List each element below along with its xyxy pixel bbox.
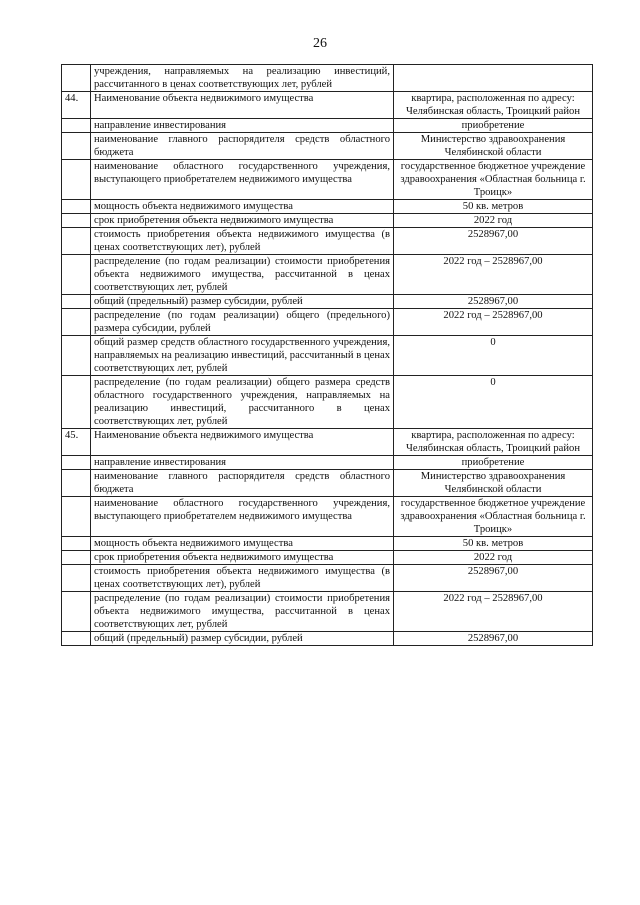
row-number	[62, 200, 91, 214]
row-number	[62, 228, 91, 255]
parameter-cell: наименование главного распорядителя средств областного бюджета	[91, 133, 394, 160]
table-row	[62, 376, 593, 429]
row-number	[62, 133, 91, 160]
parameter-cell: распределение (по годам реализации) общего размера средств областного государственного учреждения, направляемых на реализацию инвестиций, рассчитанного в ценах соответствующих лет, рублей	[91, 376, 394, 429]
value-cell: 2022 год – 2528967,00	[394, 592, 593, 632]
row-number	[62, 456, 91, 470]
table-body	[62, 65, 593, 646]
parameter-cell: Наименование объекта недвижимого имущества	[91, 92, 394, 119]
parameter-cell: распределение (по годам реализации) общего (предельного) размера субсидии, рублей	[91, 309, 394, 336]
row-number	[62, 497, 91, 537]
table-row	[62, 336, 593, 376]
parameter-cell: распределение (по годам реализации) стоимости приобретения объекта недвижимого имущества, рассчитанной в ценах соответствующих лет, рублей	[91, 255, 394, 295]
parameter-cell: распределение (по годам реализации) стоимости приобретения объекта недвижимого имущества, рассчитанной в ценах соответствующих лет, рублей	[91, 592, 394, 632]
parameter-cell: стоимость приобретения объекта недвижимого имущества (в ценах соответствующих лет), рублей	[91, 565, 394, 592]
table-row	[62, 255, 593, 295]
value-cell: государственное бюджетное учреждение здравоохранения «Областная больница г. Троицк»	[394, 497, 593, 537]
value-cell: 0	[394, 336, 593, 376]
row-number	[62, 119, 91, 133]
table-row	[62, 228, 593, 255]
value-cell: 2528967,00	[394, 565, 593, 592]
table-row	[62, 537, 593, 551]
table-row	[62, 429, 593, 456]
table-row	[62, 119, 593, 133]
table-row	[62, 470, 593, 497]
parameter-cell: стоимость приобретения объекта недвижимого имущества (в ценах соответствующих лет), рублей	[91, 228, 394, 255]
value-cell: государственное бюджетное учреждение здравоохранения «Областная больница г. Троицк»	[394, 160, 593, 200]
row-number	[62, 336, 91, 376]
parameter-cell: Наименование объекта недвижимого имущества	[91, 429, 394, 456]
value-cell: 50 кв. метров	[394, 200, 593, 214]
row-number: 44.	[62, 92, 91, 119]
row-number	[62, 255, 91, 295]
table-row	[62, 551, 593, 565]
parameter-cell: наименование областного государственного учреждения, выступающего приобретателем недвижимого имущества	[91, 160, 394, 200]
parameter-cell: направление инвестирования	[91, 119, 394, 133]
value-cell: Министерство здравоохранения Челябинской области	[394, 133, 593, 160]
parameter-cell: учреждения, направляемых на реализацию инвестиций, рассчитанного в ценах соответствующих лет, рублей	[91, 65, 394, 92]
parameter-cell: общий (предельный) размер субсидии, рублей	[91, 632, 394, 646]
value-cell: квартира, расположенная по адресу: Челябинская область, Троицкий район	[394, 92, 593, 119]
row-number	[62, 470, 91, 497]
value-cell: 2022 год – 2528967,00	[394, 255, 593, 295]
investment-table	[61, 64, 593, 646]
value-cell: квартира, расположенная по адресу: Челябинская область, Троицкий район	[394, 429, 593, 456]
value-cell: 2022 год	[394, 214, 593, 228]
row-number: 45.	[62, 429, 91, 456]
page-number: 26	[313, 36, 327, 51]
value-cell: 2528967,00	[394, 295, 593, 309]
value-cell: 0	[394, 376, 593, 429]
value-cell: 50 кв. метров	[394, 537, 593, 551]
table-row	[62, 200, 593, 214]
parameter-cell: наименование областного государственного учреждения, выступающего приобретателем недвижимого имущества	[91, 497, 394, 537]
parameter-cell: направление инвестирования	[91, 456, 394, 470]
row-number	[62, 565, 91, 592]
row-number	[62, 537, 91, 551]
row-number	[62, 309, 91, 336]
value-cell: приобретение	[394, 119, 593, 133]
row-number	[62, 65, 91, 92]
table-row	[62, 295, 593, 309]
table-row	[62, 160, 593, 200]
row-number	[62, 551, 91, 565]
table-row	[62, 309, 593, 336]
value-cell: 2022 год	[394, 551, 593, 565]
table-row	[62, 497, 593, 537]
table-row	[62, 65, 593, 92]
row-number	[62, 295, 91, 309]
table-row	[62, 592, 593, 632]
value-cell: 2022 год – 2528967,00	[394, 309, 593, 336]
table-row	[62, 133, 593, 160]
value-cell: Министерство здравоохранения Челябинской области	[394, 470, 593, 497]
table-row	[62, 214, 593, 228]
row-number	[62, 160, 91, 200]
parameter-cell: срок приобретения объекта недвижимого имущества	[91, 551, 394, 565]
parameter-cell: общий (предельный) размер субсидии, рублей	[91, 295, 394, 309]
row-number	[62, 376, 91, 429]
table-row	[62, 632, 593, 646]
row-number	[62, 592, 91, 632]
row-number	[62, 632, 91, 646]
parameter-cell: мощность объекта недвижимого имущества	[91, 537, 394, 551]
table-row	[62, 565, 593, 592]
table-row	[62, 92, 593, 119]
value-cell: приобретение	[394, 456, 593, 470]
parameter-cell: общий размер средств областного государственного учреждения, направляемых на реализацию инвестиций, рассчитанный в ценах соответствующих лет, рублей	[91, 336, 394, 376]
value-cell: 2528967,00	[394, 228, 593, 255]
row-number	[62, 214, 91, 228]
parameter-cell: мощность объекта недвижимого имущества	[91, 200, 394, 214]
table-row	[62, 456, 593, 470]
parameter-cell: срок приобретения объекта недвижимого имущества	[91, 214, 394, 228]
value-cell	[394, 65, 593, 92]
value-cell: 2528967,00	[394, 632, 593, 646]
parameter-cell: наименование главного распорядителя средств областного бюджета	[91, 470, 394, 497]
